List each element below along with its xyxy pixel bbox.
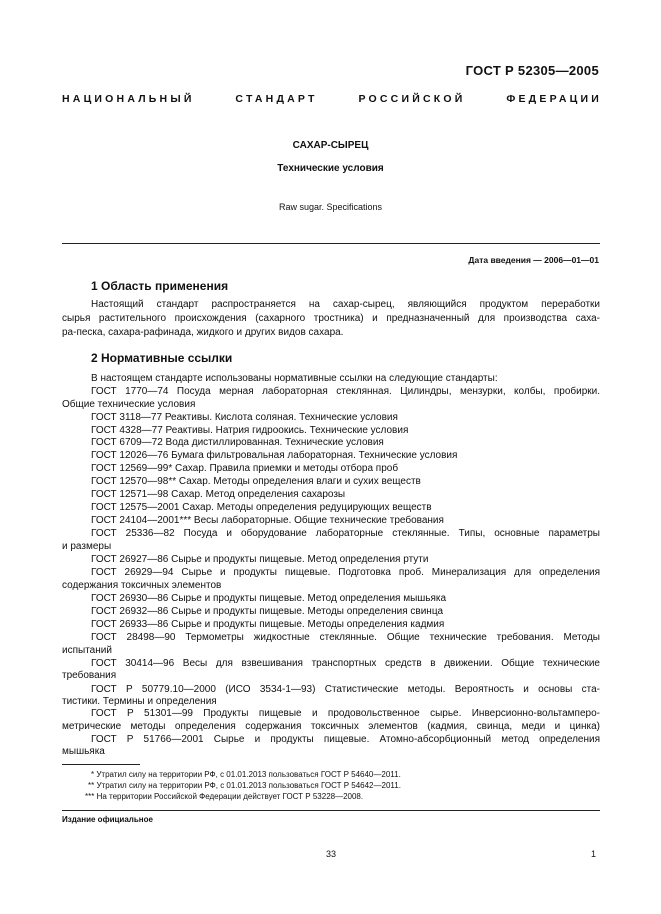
document-english-title: Raw sugar. Specifications [278,202,383,212]
footnote: * Утратил силу на территории РФ, с 01.01.2013 пользоваться ГОСТ Р 54640—2011. [91,770,401,779]
normative-reference: ГОСТ 26929—94 Сырье и продукты пищевые. Подготовка проб. Минерализация для определения [91,567,600,578]
sheet-number: 1 [590,849,596,859]
top-divider [62,243,600,244]
normative-reference: ГОСТ 1770—74 Посуда мерная лабораторная стеклянная. Цилиндры, мензурки, колбы, пробирки. [91,386,600,397]
footnote: ** Утратил силу на территории РФ, с 01.01.2013 пользоваться ГОСТ Р 54642—2011. [88,781,401,790]
document-title: САХАР-СЫРЕЦ [292,140,369,151]
normative-reference: требования [62,670,117,681]
standard-number: ГОСТ Р 52305—2005 [465,63,599,78]
normative-reference: ГОСТ 4328—77 Реактивы. Натрия гидроокись. Технические условия [91,425,409,436]
normative-reference: испытаний [62,645,112,656]
normative-reference: ГОСТ 30414—96 Весы для взвешивания транспортных средств в движении. Общие технические [91,658,600,669]
section-2-intro: В настоящем стандарте использованы нормативные ссылки на следующие стандарты: [91,373,498,384]
normative-reference: ГОСТ 12575—2001 Сахар. Методы определения редуцирующих веществ [91,502,432,513]
normative-reference: ГОСТ Р 50779.10—2000 (ИСО 3534-1—93) Статистические методы. Вероятность и основы ста- [91,684,600,695]
normative-reference: ГОСТ 26933—86 Сырье и продукты пищевые. Методы определения кадмия [91,619,445,630]
page-number: 33 [326,849,337,859]
normative-reference: и размеры [62,541,112,552]
section-1-heading: 1 Область применения [91,279,229,293]
normative-reference: ГОСТ 26930—86 Сырье и продукты пищевые. Метод определения мышьяка [91,593,447,604]
section-2-heading: 2 Нормативные ссылки [91,351,233,365]
normative-reference: Общие технические условия [62,399,196,410]
normative-reference: ГОСТ 12026—76 Бумага фильтровальная лабораторная. Технические условия [91,450,458,461]
normative-reference: ГОСТ 26932—86 Сырье и продукты пищевые. Методы определения свинца [91,606,444,617]
national-standard-header: НАЦИОНАЛЬНЫЙ СТАНДАРТ РОССИЙСКОЙ ФЕДЕРАЦИИ [62,93,602,105]
section-1-line: сырья растительного происхождения (сахарного тростника) и предназначенный для производства саха- [62,313,600,324]
document-subtitle: Технические условия [277,163,384,174]
normative-reference: ГОСТ 6709—72 Вода дистиллированная. Технические условия [91,437,384,448]
normative-reference: метрические методы определения содержания токсичных элементов (кадмия, свинца, меди и цинка) [62,721,600,732]
normative-reference: ГОСТ 24104—2001*** Весы лабораторные. Общие технические требования [91,515,444,526]
normative-reference: содержания токсичных элементов [62,580,222,591]
normative-reference: мышьяка [62,746,105,757]
normative-reference: ГОСТ 3118—77 Реактивы. Кислота соляная. Технические условия [91,412,398,423]
normative-reference: ГОСТ 12571—98 Сахар. Метод определения сахарозы [91,489,346,500]
normative-reference: ГОСТ Р 51766—2001 Сырье и продукты пищевые. Атомно-абсорбционный метод определения [91,734,600,745]
footnote-divider [62,764,140,765]
normative-reference: тистики. Термины и определения [62,696,217,707]
normative-reference: ГОСТ 12570—98** Сахар. Методы определения влаги и сухих веществ [91,476,421,487]
normative-reference: ГОСТ 28498—90 Термометры жидкостные стеклянные. Общие технические требования. Методы [91,632,600,643]
section-1-line: Настоящий стандарт распространяется на сахар-сырец, являющийся продуктом переработки [91,299,600,310]
normative-reference: ГОСТ 26927—86 Сырье и продукты пищевые. Метод определения ртути [91,554,429,565]
normative-reference: ГОСТ Р 51301—99 Продукты пищевые и продовольственное сырье. Инверсионно-вольтамперо- [91,708,600,719]
section-1-line: ра-песка, сахара-рафинада, жидкого и других видов сахара. [62,327,344,338]
footnote: *** На территории Российской Федерации действует ГОСТ Р 53228—2008. [85,792,364,801]
normative-reference: ГОСТ 12569—99* Сахар. Правила приемки и методы отбора проб [91,463,399,474]
official-edition-label: Издание официальное [62,815,153,824]
introduction-date: Дата введения — 2006—01—01 [468,255,599,265]
bottom-divider [62,810,600,811]
normative-reference: ГОСТ 25336—82 Посуда и оборудование лабораторные стеклянные. Типы, основные параметры [91,528,600,539]
